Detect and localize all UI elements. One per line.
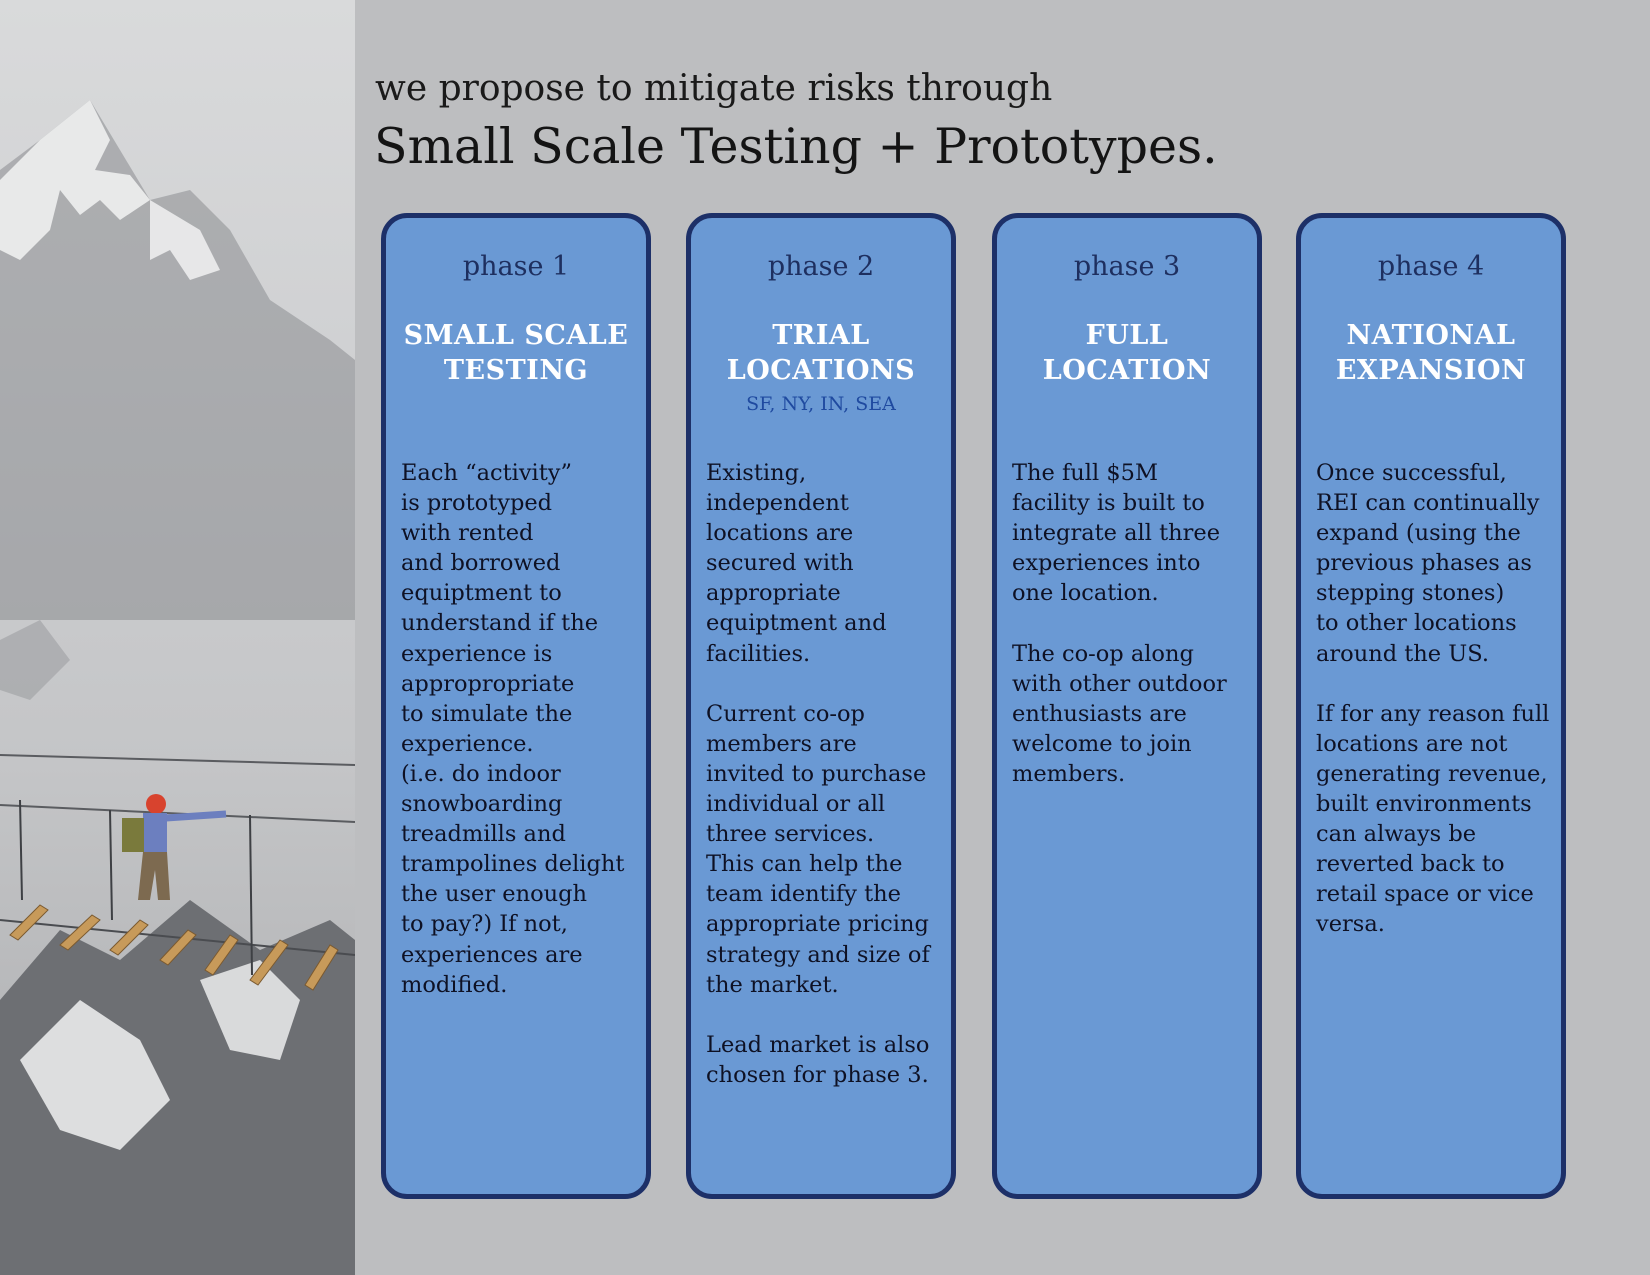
mountain-climber-illustration	[0, 0, 355, 1275]
phase-card-2	[686, 213, 956, 1199]
phase-heading: SMALL SCALE TESTING	[403, 320, 629, 386]
phase-heading: FULL LOCATION	[1042, 320, 1212, 386]
phase-label: phase 1	[462, 251, 570, 282]
phase-card-1	[381, 213, 651, 1199]
phase-body: The full $5M facility is built to integrate all three experiences into one location. The co-op along with other outdoor enthusiasts are welcome to join members.	[1012, 460, 1227, 787]
page-title: Small Scale Testing + Prototypes.	[374, 118, 1218, 175]
phase-card-3	[992, 213, 1262, 1199]
phase-body: Each “activity” is prototyped with rented and borrowed equiptment to understand if the experience is appropropriate to simulate the experience. (i.e. do indoor snowboarding treadmills and trampolines delight the user enough to pay?) If not, experiences are modified.	[401, 460, 625, 998]
subtitle: we propose to mitigate risks through	[375, 68, 1053, 109]
phase-label: phase 4	[1377, 251, 1485, 282]
phase-label: phase 3	[1073, 251, 1181, 282]
phase-heading: TRIAL LOCATIONS	[726, 320, 916, 386]
mountain-photo	[0, 0, 355, 1275]
phase-body: Existing, independent locations are secured with appropriate equiptment and facilities. Current co-op members are invited to purchase individual or all three services. This can help the team identify the appropriate pricing strategy and size of the market. Lead market is also chosen for phase 3.	[706, 460, 930, 1088]
phase-cities: SF, NY, IN, SEA	[746, 393, 896, 415]
phase-label: phase 2	[767, 251, 875, 282]
phase-body: Once successful, REI can continually expand (using the previous phases as stepping stones) to other locations around the US. If for any reason full locations are not generating revenue, built environments can always be reverted back to retail space or vice versa.	[1316, 460, 1550, 938]
phase-card-4	[1296, 213, 1566, 1199]
phase-heading: NATIONAL EXPANSION	[1335, 320, 1527, 386]
